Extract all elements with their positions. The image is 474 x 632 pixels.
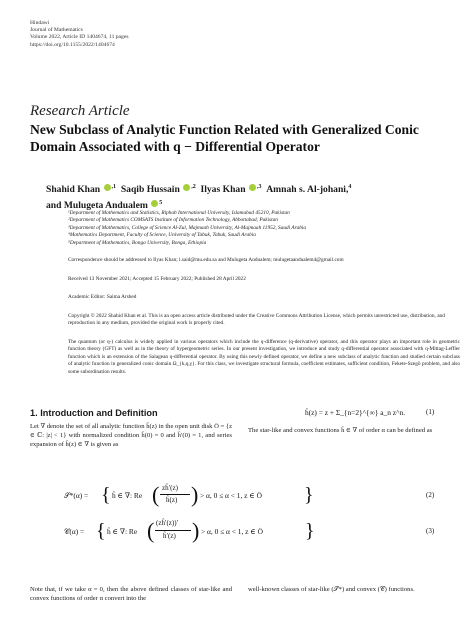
intro-paragraph-right: The star-like and convex functions ĥ ∈ ∇ of order α can be defined as xyxy=(248,427,433,434)
author-2-aff: ,2 xyxy=(191,184,196,190)
eq3-lhs: 𝒞(α) = xyxy=(64,527,85,536)
academic-editor: Academic Editor: Saima Arshed xyxy=(68,294,137,300)
correspondence: Correspondence should be addressed to Ilyas Khan; i.said@mu.edu.sa and Mulugeta Andualem; mulugetaandualem4@gmail.com xyxy=(68,257,344,263)
eq3-h-in-class: ĥ ∈ ∇: Re xyxy=(107,527,138,536)
eq3-denominator: ĥ′(z) xyxy=(163,532,176,540)
affiliation-5: ⁵Department of Mathematics, Bonga University, Bonga, Ethiopia xyxy=(68,239,207,246)
eq2-lhs: 𝒮*(α) = xyxy=(64,491,89,500)
title-line-1: New Subclass of Analytic Function Related with Generalized Conic xyxy=(30,122,419,137)
article-type: Research Article xyxy=(30,103,130,119)
paragraph-bottom-left: Note that, if we take α = 0, then the above defined classes of star-like and convex functions of order α convert into the xyxy=(30,586,232,602)
affiliation-4: ⁴Mathematics Department, Faculty of Science, University of Tabuk, Tabuk, Saudi Arabia xyxy=(68,232,256,239)
orcid-icon[interactable] xyxy=(104,184,111,191)
affiliations xyxy=(68,210,458,247)
equation-3-number: (3) xyxy=(426,527,435,535)
paragraph-bottom-right: well-known classes of star-like (𝒮*) and convex (𝒞) functions. xyxy=(248,586,415,593)
author-1-aff: ,1 xyxy=(111,184,117,190)
abstract: The quantum (or q-) calculus is widely applied in various operators which include the q-difference (q-derivative) operator, and this operator plays an important role in geometric function theory (GFT) as well as in the theory of hypergeometric series. In our present investigation, we introduce and study q-differential operator associated with q-Mittag-Leffler function which is an extension of the Salagean q-differential operator. By using this newly defined operator, we define a new subclass of analytic function and studied certain subclass of analytic function in generalized conic domain Ω_{k,q,γ}. For this class, we investigate structural formula, coefficient estimates, sufficient condition, Fekete-Szegö problem, and also some subordination results. xyxy=(68,339,460,375)
orcid-icon[interactable] xyxy=(183,184,190,191)
eq2-fraction-bar xyxy=(160,494,190,495)
paren-close: ) xyxy=(192,518,200,543)
equation-2-number: (2) xyxy=(426,491,435,499)
author-2: Saqib Hussain xyxy=(120,184,180,196)
equation-1-number: (1) xyxy=(426,408,435,416)
brace-close: } xyxy=(305,520,315,542)
paren-close: ) xyxy=(191,482,199,507)
intro-paragraph-left: Let ∇ denote the set of all analytic function ĥ(z) in the open unit disk Ö = {z ∈ ℂ: |z| < 1} with normalized condition ĥ(0) = 0 and ĥ′(0) = 1, and series expansion of ĥ(z) ∈ ∇ is given as xyxy=(30,423,232,448)
eq2-denominator: ĥ(z) xyxy=(166,496,178,504)
paper-title xyxy=(30,121,450,155)
author-5: and Mulugeta Andualem xyxy=(46,199,148,211)
orcid-icon[interactable] xyxy=(249,184,256,191)
received-dates: Received 13 November 2021; Accepted 15 February 2022; Published 28 April 2022 xyxy=(68,276,246,282)
title-line-2: Domain Associated with q − Differential Operator xyxy=(30,139,320,154)
publisher-name: Hindawi xyxy=(30,20,50,26)
author-3: Ilyas Khan xyxy=(200,184,246,196)
orcid-icon[interactable] xyxy=(151,200,158,207)
copyright-notice: Copyright © 2022 Shahid Khan et al. This is an open access article distributed under the Creative Commons Attribution License, which permits unrestricted use, distribution, and reproduction in any medium, provided the original work is properly cited. xyxy=(68,313,445,327)
eq3-fraction-bar xyxy=(155,530,191,531)
eq2-condition: > α, 0 ≤ α < 1, z ∈ Ö xyxy=(200,491,262,500)
author-4-aff: 4 xyxy=(348,184,352,190)
journal-volume: Volume 2022, Article ID 1404674, 11 pages xyxy=(30,34,129,41)
affiliation-1: ¹Department of Mathematics and Statistics, Riphah International University, Islamabad 45210, Pakistan xyxy=(68,210,290,216)
eq2-h-in-class: ĥ ∈ ∇: Re xyxy=(112,491,143,500)
equation-1: ĥ(z) = z + Σ_{n=2}^{∞} a_n z^n. xyxy=(305,408,406,417)
paren-open: ( xyxy=(152,482,160,507)
affiliation-3: ³Department of Mathematics, College of Science Al-Zul, Majmaah University, Al-Majmaah 11952, Saudi Arabia xyxy=(68,224,307,231)
brace-close: } xyxy=(304,484,314,506)
journal-header xyxy=(30,20,129,49)
eq3-condition: > α, 0 ≤ α < 1, z ∈ Ö xyxy=(201,527,263,536)
eq2-numerator: zĥ′(z) xyxy=(162,484,178,492)
author-1: Shahid Khan xyxy=(46,184,101,196)
author-4: Amnah s. Al-johani, xyxy=(266,184,349,196)
journal-name: Journal of Mathematics xyxy=(30,27,83,34)
equation-3 xyxy=(64,518,364,550)
eq3-numerator: (zĥ′(z))′ xyxy=(156,519,179,527)
doi-link[interactable]: https://doi.org/10.1155/2022/1404674 xyxy=(30,41,115,48)
section-heading: 1. Introduction and Definition xyxy=(30,408,158,418)
author-5-aff: 5 xyxy=(159,199,163,206)
author-list xyxy=(46,181,456,212)
affiliation-2: ²Department of Mathematics COMSATS Institute of Information Technology, Abbottabad, Pakistan xyxy=(68,217,278,224)
brace-open: { xyxy=(101,484,111,506)
paren-open: ( xyxy=(147,518,155,543)
brace-open: { xyxy=(96,520,106,542)
author-3-aff: ,3 xyxy=(256,184,262,190)
equation-2 xyxy=(64,483,364,513)
